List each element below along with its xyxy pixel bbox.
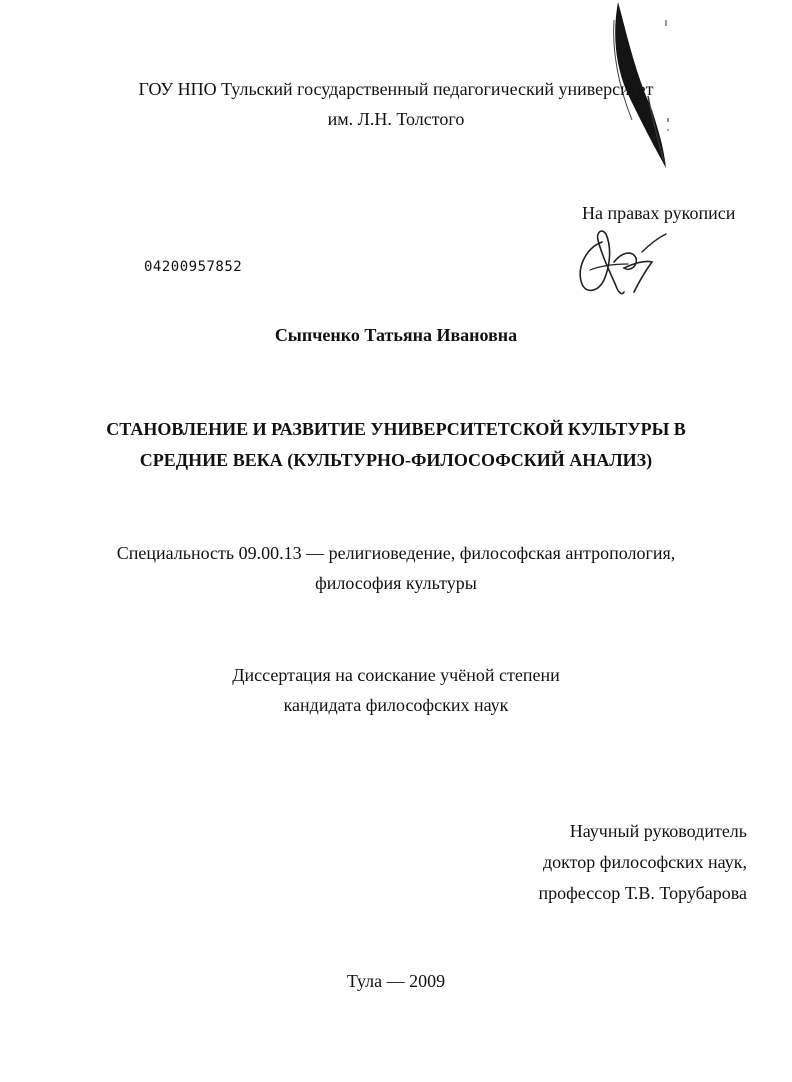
institution-named-after: им. Л.Н. Толстого [327, 109, 465, 129]
dissertation-title-line-1: СТАНОВЛЕНИЕ И РАЗВИТИЕ УНИВЕРСИТЕТСКОЙ КУЛЬТУРЫ В [106, 419, 686, 439]
author-name: Сыпченко Татьяна Ивановна [274, 325, 518, 345]
supervisor-label: Научный руководитель [569, 821, 747, 841]
dissertation-title-line-2: СРЕДНИЕ ВЕКА (КУЛЬТУРНО-ФИЛОСОФСКИЙ АНАЛИЗ) [139, 450, 653, 470]
degree-line-2: кандидата философских наук [283, 695, 509, 715]
degree-line-1: Диссертация на соискание учёной степени [232, 665, 560, 685]
supervisor-name: профессор Т.В. Торубарова [538, 883, 747, 903]
manuscript-note: На правах рукописи [582, 203, 736, 223]
city-year: Тула — 2009 [346, 971, 446, 991]
author-signature [572, 222, 672, 300]
supervisor-degree: доктор философских наук, [543, 852, 747, 872]
specialty-line-1: Специальность 09.00.13 — религиоведение, философская антропология, [116, 543, 676, 563]
specialty-line-2: философия культуры [315, 573, 477, 593]
institution-name: ГОУ НПО Тульский государственный педагогический университет [138, 79, 654, 99]
catalog-number: 04200957852 [144, 259, 243, 275]
